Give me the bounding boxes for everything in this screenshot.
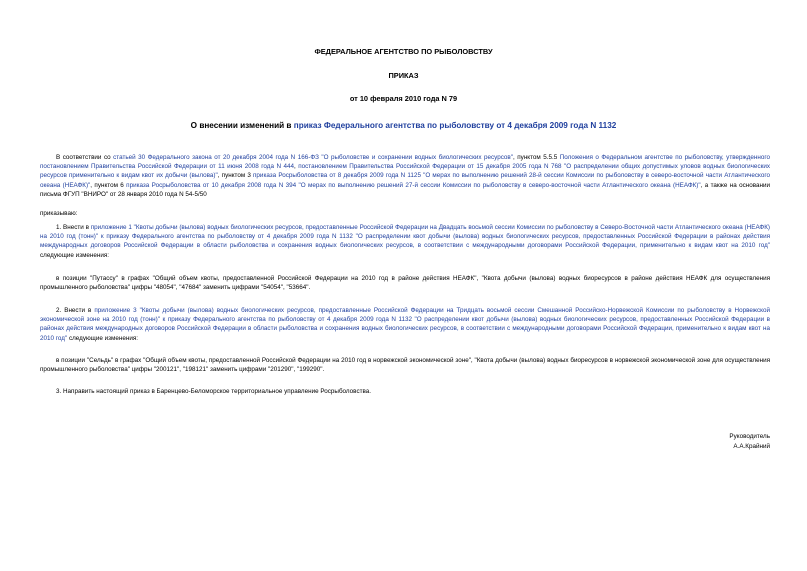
preamble-link-decree[interactable]: постановлением Правительства Российской Федерации от 15 декабря 2005 года N 768 "О распределении общих допустимых уловов водных биологических ресурсов применительно к видам квот их добычи (вылова)" — [40, 163, 771, 180]
document-title — [0, 121, 807, 130]
preamble-link-law[interactable]: статьей 30 Федерального закона от 20 декабря 2004 года N 166-ФЗ "О рыболовстве и сохранении водных биологических ресурсов" — [113, 154, 514, 161]
title-link[interactable]: приказ Федерального агентства по рыболовству от 4 декабря 2009 года N 1132 — [293, 121, 617, 130]
item-1-paragraph — [40, 223, 770, 260]
item-2-detail: в позиции "Сельдь" в графах "Общий объем квоты, предоставленной Российской Федерации на 2010 год в норвежской экономической зоне", "Квота добычи (вылова) водных биоресурсов в норвежской экономической зоне для осуществления промышленного рыболовства" цифры "200121", "198121" заменить цифрами "201290", "199290". — [40, 357, 770, 374]
preamble-text-3: , — [293, 163, 299, 171]
item-1-number: 1. Внести в — [56, 224, 91, 231]
preamble-text-4: , пунктом 3 — [217, 172, 254, 180]
preamble-text-2: , пунктом 5.5.5 — [513, 154, 560, 161]
preamble-text-5: , пунктом 6 — [90, 181, 127, 189]
item-2-tail: следующие изменения: — [67, 334, 139, 342]
item-2-number: 2. Внести в — [56, 307, 95, 314]
preamble-link-regulation[interactable]: Положения о Федеральном агентстве по рыболовству, утвержденного постановлением Правительства Российской Федерации от 11 июня 2008 года N 444 — [40, 154, 770, 171]
agency-heading: ФЕДЕРАЛЬНОЕ АГЕНТСТВО ПО РЫБОЛОВСТВУ — [314, 47, 493, 56]
signature-position: Руководитель — [729, 433, 770, 440]
item-1-detail: в позиции "Путассу" в графах "Общий объем квоты, предоставленной Российской Федерации на 2010 год в районе действия НЕАФК", "Квота добычи (вылова) водных биоресурсов в районе действия НЕАФК для осуществления промышленного рыболовства" цифры "48054", "47684" заменить цифрами "54054", "53664". — [40, 275, 770, 292]
signature-name: А.А.Крайний — [733, 443, 770, 450]
preamble-link-order-394[interactable]: приказа Росрыболовства от 10 декабря 2008 года N 394 "О мерах по выполнению решений 27-й сессии Комиссии по рыболовству в северо-восточной части Атлантического океана (НЕАФК)" — [126, 181, 701, 189]
item-2-link[interactable]: приложение 3 "Квоты добычи (вылова) водных биологических ресурсов, предоставленные Российской Федерации на Тридцать восьмой сессии Смешанной Российско-Норвежской Комиссии по рыболовству в Норвежской экономической зоне на 2010 год (тонн)" к приказу Федерального агентства по рыболовству от 4 декабря 2009 года N 1132 "О распределении квот добычи (вылова) водных биологических ресурсов, предоставленных Российской Федерации в районах действия международных договоров Российской Федерации в области рыболовства и сохранения водных биологических ресурсов, в соответствии с международными договорами Российской Федерации, применительно к видам квот на 2010 год" — [40, 307, 770, 342]
item-1-link[interactable]: приложение 1 "Квоты добычи (вылова) водных биологических ресурсов, предоставленные Российской Федерации на Двадцать восьмой сессии Комиссии по рыболовству в Северо-Восточной части Атлантического океана (НЕАФК) на 2010 год (тонн)" к приказу Федерального агентства по рыболовству от 4 декабря 2009 года N 1132 "О распределении квот добычи (вылова) водных биологических ресурсов, предоставленных Российской Федерации в районах действия международных договоров Российской Федерации в области рыболовства и сохранения водных биологических ресурсов, в соответствии с международными договорами Российской Федерации, применительно к видам квот на 2010 год" — [40, 224, 770, 250]
doc-type-heading: ПРИКАЗ — [388, 71, 419, 80]
orders-line: приказываю: — [40, 210, 78, 217]
item-3-paragraph: 3. Направить настоящий приказ в Баренцево-Беломорское территориальное управление Росрыболовства. — [56, 388, 372, 395]
preamble-link-order-1125[interactable]: приказа Росрыболовства от 8 декабря 2009 года N 1125 "О мерах по выполнению решений 28-й сессии Комиссии по рыболовству в северо-восточной части Атлантического океана (НЕАФК)" — [40, 172, 770, 189]
item-2-paragraph — [40, 306, 770, 343]
title-prefix: О внесении изменений в — [190, 121, 294, 130]
preamble-paragraph — [40, 153, 770, 199]
preamble-text-1: В соответствии со — [56, 154, 114, 161]
item-1-tail: следующие изменения: — [40, 251, 110, 259]
doc-date-number: от 10 февраля 2010 года N 79 — [349, 94, 458, 103]
preamble-text-6: , а также на основании письма ФГУП "ВНИРО" от 28 января 2010 года N 54-5/50 — [40, 181, 770, 198]
